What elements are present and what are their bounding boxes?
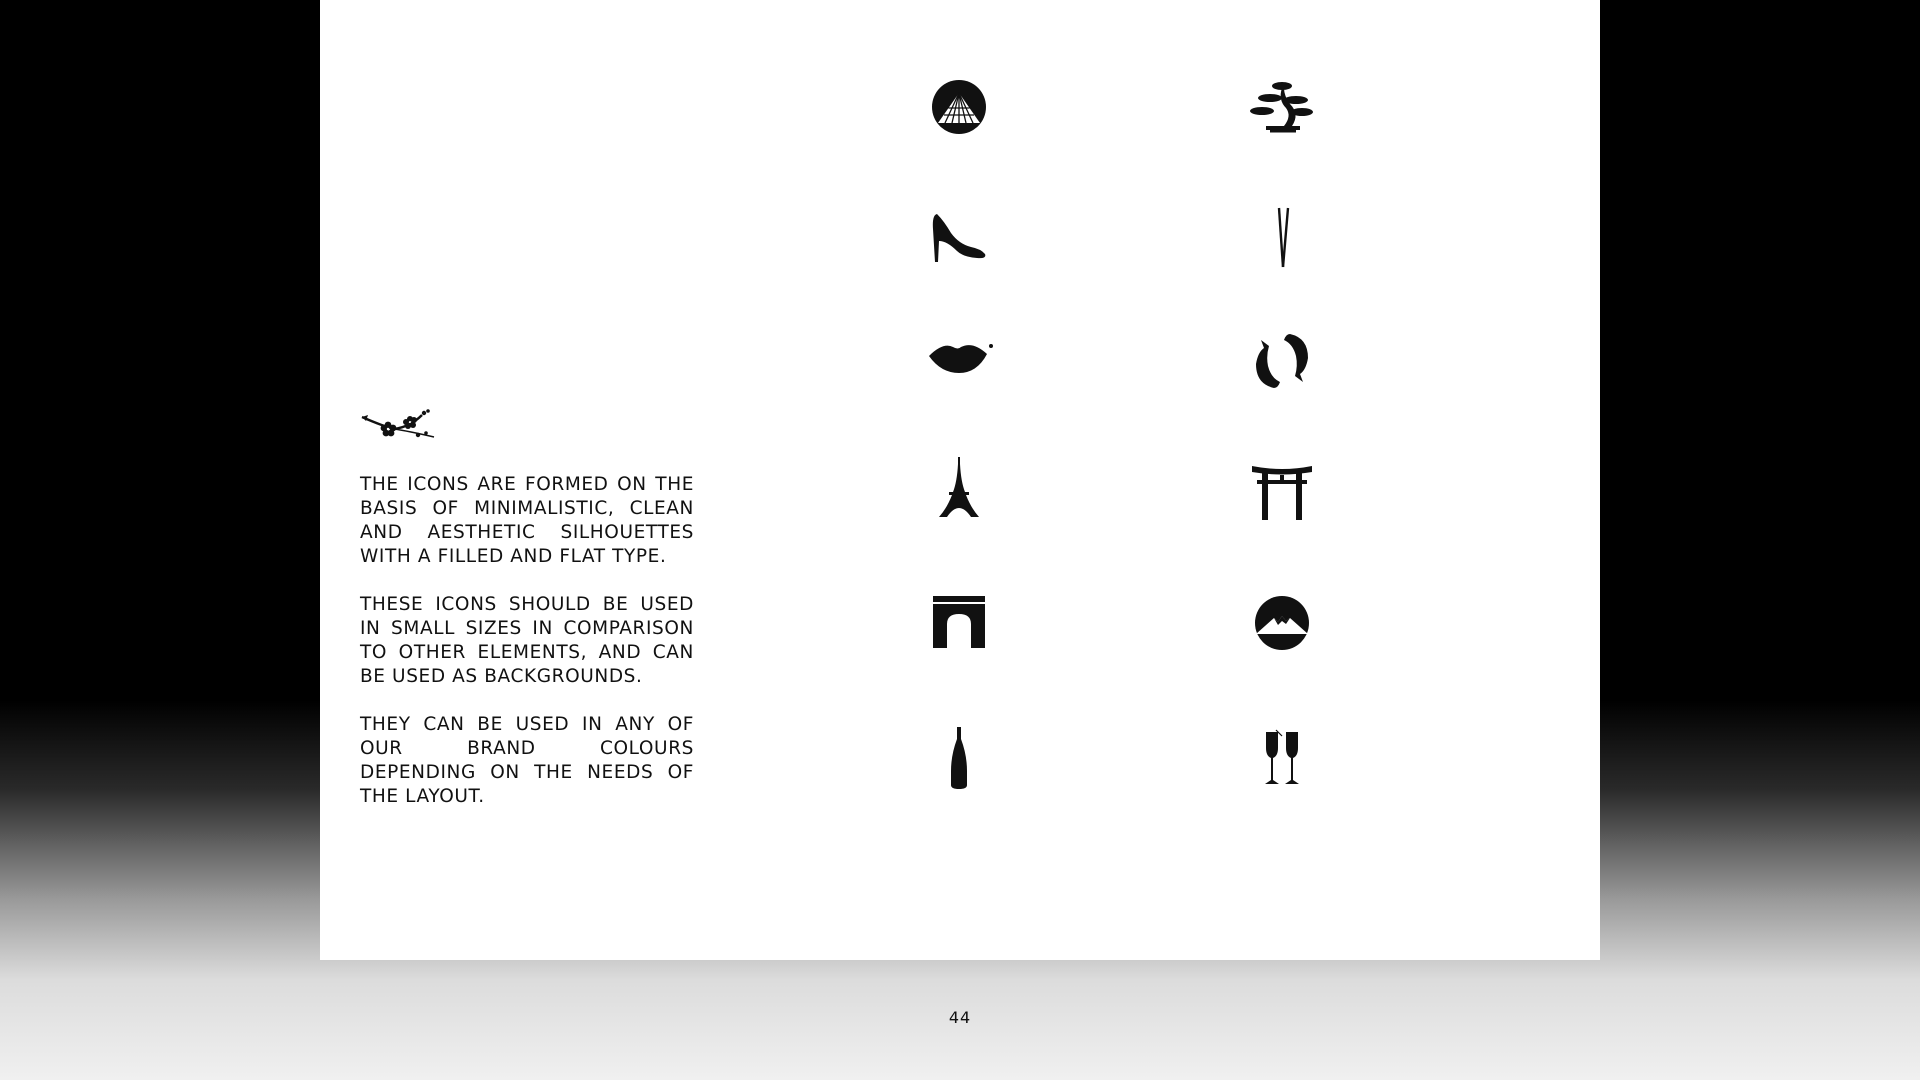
wine-bottle-icon (923, 725, 995, 791)
high-heel-icon (923, 205, 995, 271)
chopsticks-icon (1246, 205, 1318, 271)
cherry-blossom-branch-icon (360, 405, 436, 441)
paragraph-2: THESE ICONS SHOULD BE USED IN SMALL SIZES IN COMPARISON TO OTHER ELEMENTS, AND CAN BE USED AS BACKGROUNDS. (360, 594, 694, 687)
mount-fuji-icon (1246, 590, 1318, 656)
champagne-glasses-icon (1246, 726, 1318, 792)
paragraph-3: THEY CAN BE USED IN ANY OF OUR BRAND COLOURS DEPENDING ON THE NEEDS OF THE LAYOUT. (360, 714, 694, 807)
torii-gate-icon (1246, 460, 1318, 526)
lips-icon (923, 325, 995, 391)
bonsai-tree-icon (1246, 74, 1318, 140)
eiffel-tower-icon (923, 454, 995, 520)
page-number: 44 (948, 1008, 972, 1027)
paragraph-1: THE ICONS ARE FORMED ON THE BASIS OF MINIMALISTIC, CLEAN AND AESTHETIC SILHOUETTES WITH A FILLED AND FLAT TYPE. (360, 474, 694, 567)
louvre-pyramid-icon (923, 74, 995, 140)
description-text (360, 473, 694, 833)
brand-book-page (320, 0, 1600, 960)
koi-fish-icon (1246, 328, 1318, 394)
arc-de-triomphe-icon (923, 590, 995, 656)
